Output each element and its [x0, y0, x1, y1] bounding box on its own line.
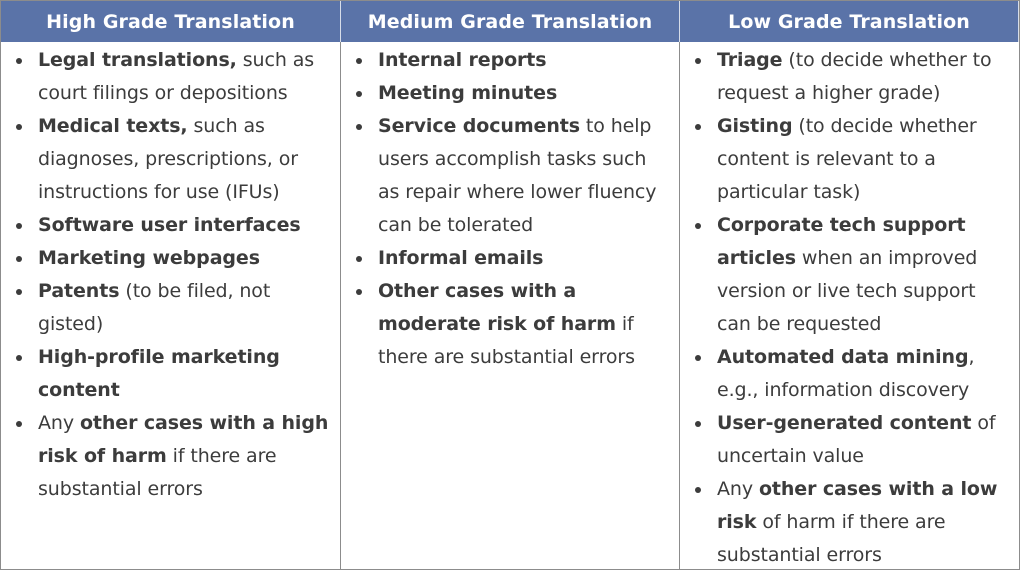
item-bold-text: High-profile marketing content [38, 346, 280, 401]
column-high-grade [1, 42, 341, 569]
item-bold-text: Software user interfaces [38, 214, 301, 236]
list-item [353, 44, 671, 77]
item-text: of uncertain value [717, 412, 996, 467]
item-bold-text: User-generated content [717, 412, 972, 434]
list-item [692, 110, 1011, 209]
item-bold-text: Meeting minutes [378, 82, 558, 104]
list-item [13, 209, 332, 242]
item-bold-text: Service documents [378, 115, 580, 137]
item-text: Any [717, 478, 759, 500]
column-medium-grade [341, 42, 680, 569]
item-text: of harm if there are substantial errors [717, 511, 946, 566]
list-medium-grade [353, 44, 671, 374]
item-bold-text: Triage [717, 49, 783, 71]
item-text: (to decide whether to request a higher grade) [717, 49, 992, 104]
item-bold-text: Medical texts, [38, 115, 188, 137]
header-medium-grade: Medium Grade Translation [341, 1, 680, 42]
list-item [692, 341, 1011, 407]
list-item [353, 77, 671, 110]
list-item [13, 110, 332, 209]
item-text: when an improved version or live tech support can be requested [717, 247, 978, 335]
item-bold-text: Patents [38, 280, 120, 302]
list-low-grade [692, 44, 1011, 569]
item-text: to help users accomplish tasks such as repair where lower fluency can be tolerated [378, 115, 657, 236]
item-bold-text: Legal translations, [38, 49, 237, 71]
item-text: (to decide whether content is relevant to a particular task) [717, 115, 977, 203]
list-item [692, 473, 1011, 569]
item-bold-text: other cases with a low risk [717, 478, 998, 533]
item-bold-text: Other cases with a moderate risk of harm [378, 280, 616, 335]
column-low-grade [680, 42, 1019, 569]
item-bold-text: Gisting [717, 115, 793, 137]
list-item [692, 44, 1011, 110]
list-item [13, 275, 332, 341]
item-text: if there are substantial errors [378, 313, 635, 368]
header-low-grade: Low Grade Translation [680, 1, 1019, 42]
list-item [13, 407, 332, 506]
list-item [13, 44, 332, 110]
item-text: Any [38, 412, 80, 434]
list-high-grade [13, 44, 332, 506]
item-bold-text: Corporate tech support articles [717, 214, 966, 269]
list-item [13, 341, 332, 407]
list-item [13, 242, 332, 275]
item-bold-text: other cases with a high risk of harm [38, 412, 329, 467]
item-text: , e.g., information discovery [717, 346, 975, 401]
list-item [353, 242, 671, 275]
list-item [353, 275, 671, 374]
item-text: such as court filings or depositions [38, 49, 315, 104]
list-item [692, 407, 1011, 473]
item-text: (to be filed, not gisted) [38, 280, 271, 335]
header-high-grade: High Grade Translation [1, 1, 341, 42]
item-bold-text: Internal reports [378, 49, 547, 71]
item-text: if there are substantial errors [38, 445, 277, 500]
list-item [353, 110, 671, 242]
item-bold-text: Marketing webpages [38, 247, 260, 269]
item-text: such as diagnoses, prescriptions, or instructions for use (IFUs) [38, 115, 298, 203]
list-item [692, 209, 1011, 341]
item-bold-text: Automated data mining [717, 346, 969, 368]
item-bold-text: Informal emails [378, 247, 544, 269]
